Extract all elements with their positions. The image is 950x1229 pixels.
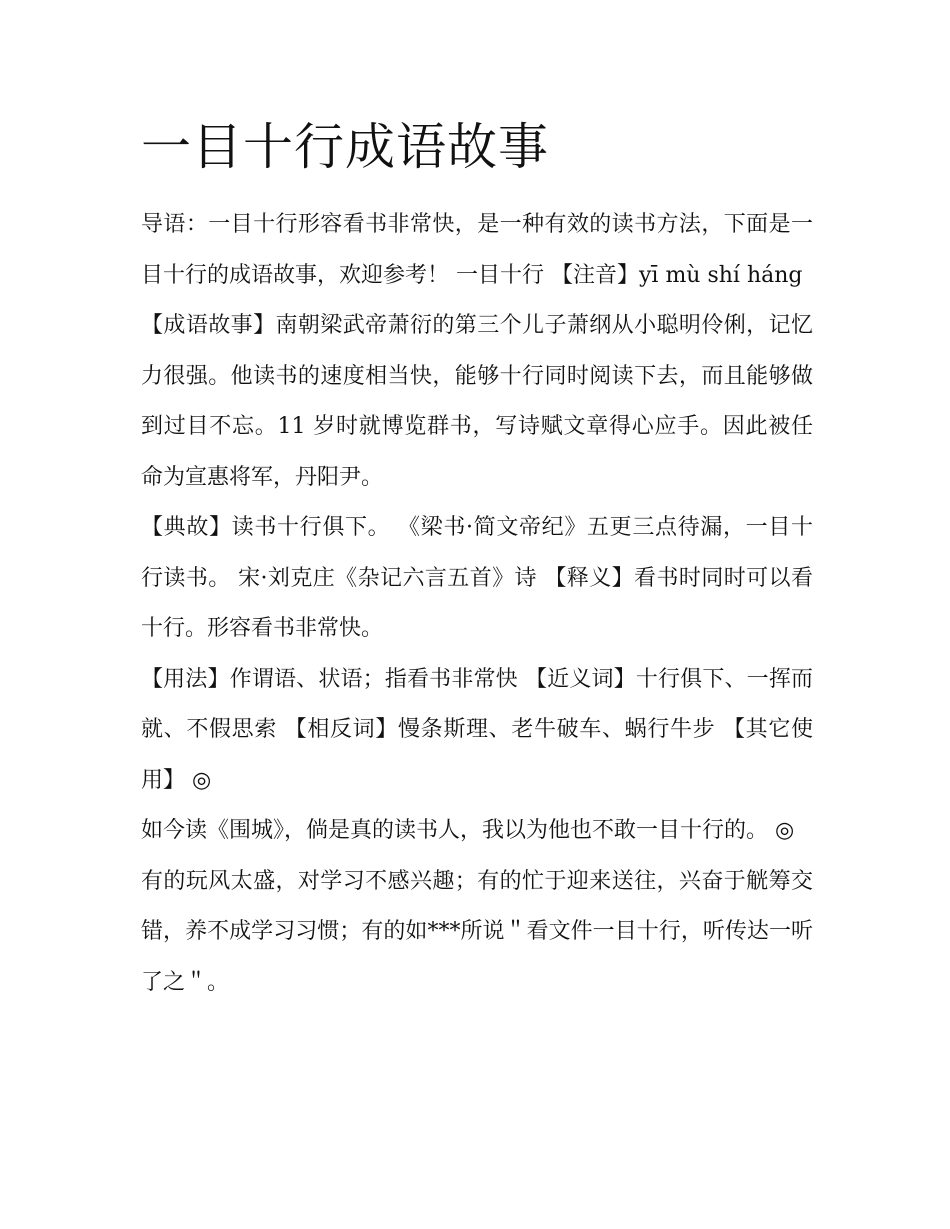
paragraph-example-2: 有的玩风太盛，对学习不感兴趣；有的忙于迎来送往，兴奋于觥筹交错，养不成学习习惯；有的如***所说＂看文件一目十行，听传达一听了之＂。	[141, 868, 813, 995]
paragraph-allusion: 【典故】读书十行俱下。 《梁书·简文帝纪》五更三点待漏，一目十行读书。 宋·刘克庄《杂记六言五首》诗 【释义】看书时同时可以看十行。形容看书非常快。	[141, 515, 813, 641]
document-page	[141, 112, 813, 1008]
paragraph-example-1: 如今读《围城》，倘是真的读书人，我以为他也不敢一目十行的。 ◎	[141, 818, 795, 843]
paragraph-story: 【成语故事】南朝梁武帝萧衍的第三个儿子萧纲从小聪明伶俐，记忆力很强。他读书的速度相当快，能够十行同时阅读下去，而且能够做到过目不忘。11 岁时就博览群书，写诗赋文章得心应手。因此被任命为宣惠将军，丹阳尹。	[141, 313, 813, 490]
paragraph-intro: 导语：一目十行形容看书非常快，是一种有效的读书方法，下面是一目十行的成语故事，欢迎参考！ 一目十行 【注音】yī mù shí háng	[141, 212, 813, 288]
document-title: 一目十行成语故事	[141, 118, 549, 176]
paragraph-usage: 【用法】作谓语、状语；指看书非常快 【近义词】十行俱下、一挥而就、不假思索 【相反词】慢条斯理、老牛破车、蜗行牛步 【其它使用】 ◎	[141, 666, 813, 793]
